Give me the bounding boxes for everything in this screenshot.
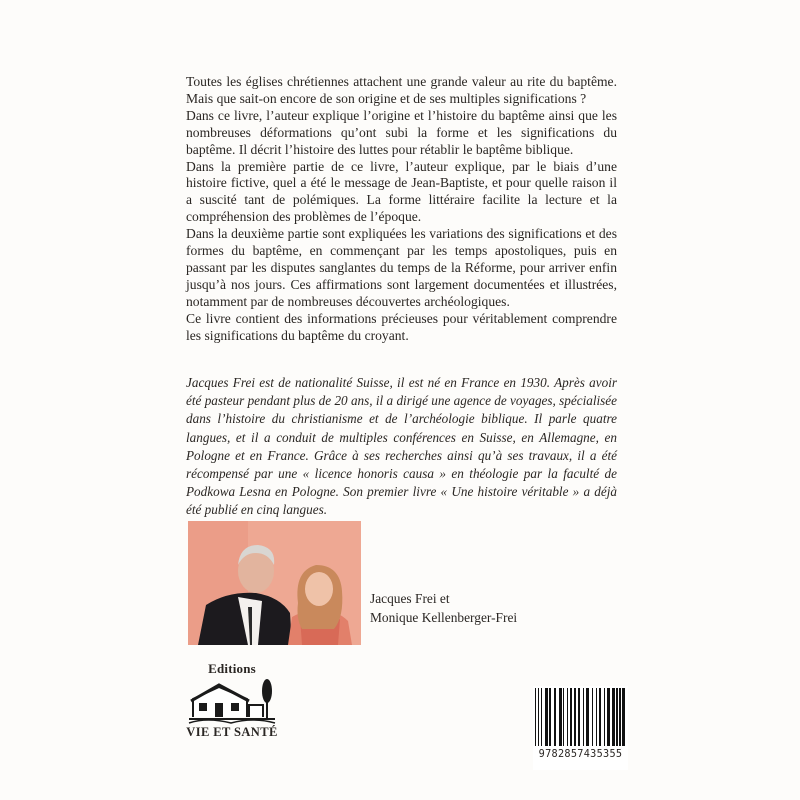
barcode-bar [570,688,572,746]
barcode-bar [619,688,621,746]
barcode-bar [622,688,625,746]
isbn-number: 9782857435355 [538,749,623,760]
description-paragraph: Toutes les églises chrétiennes attachent une grande valeur au rite du baptême. Mais que sait-on encore de son origine et de ses multiples significations ? [186,74,617,106]
barcode-bar [554,688,556,746]
barcode-bar [592,688,593,746]
description-paragraph: Dans la première partie de ce livre, l’auteur explique, par le biais d’une histoire fictive, quel a été le message de Jean-Baptiste, et pour quelle raison il a suscité tant de polémiques. La forme littéraire facilite la lecture et la compréhension des problèmes de l’époque. [186,158,617,225]
author-photo [188,521,361,645]
caption-line-2: Monique Kellenberger-Frei [370,609,518,625]
barcode-bar [612,688,615,746]
publisher-name-bottom: VIE ET SANTÉ [186,725,278,739]
barcode-bar [567,688,568,746]
barcode-bar [541,688,542,746]
barcode-bar [616,688,618,746]
house-icon [187,677,277,725]
description-paragraph: Ce livre contient des informations précieuses pour véritablement comprendre les significations du baptême du croyant. [186,310,617,343]
barcode-bar [538,688,539,746]
barcode-bar [535,688,536,746]
barcode-bar [578,688,580,746]
barcode-bar [604,688,605,746]
caption-line-1: Jacques Frei et [370,591,450,606]
description-paragraph: Dans la deuxième partie sont expliquées les variations des significations et des formes du baptême, en commençant par les temps apostoliques, puis en passant par les disputes sanglantes du temps de la Réforme, pour arriver enfin jusqu’à nos jours. Ces affirmations sont largement documentées et illustrées, notamment par de nombreuses découvertes archéologiques. [186,226,617,309]
barcode-bar [559,688,562,746]
barcode-bar [596,688,597,746]
barcode-bar [563,688,564,746]
author-bio: Jacques Frei est de nationalité Suisse, il est né en France en 1930. Après avoir été pasteur pendant plus de 20 ans, il a dirigé une agence de voyages, spécialisée dans l’histoire du christianisme et de l’archéologie biblique. Il parle quatre langues, et il a conduit de multiples conférences en Suisse, en Allemagne, en Pologne et en France. Grâce à ses recherches ainsi qu’à ses travaux, il a été récompensé par une « licence honoris causa » en théologie par la faculté de Podkowa Lesna en Pologne. Son premier livre « Une histoire véritable » a déjà été publié en cinq langues. [186,375,617,518]
author-photo-illustration [188,521,361,645]
barcode-icon [533,686,628,748]
photo-caption [370,590,517,627]
barcode-bar [549,688,551,746]
isbn-barcode [533,686,628,770]
barcode-bar [599,688,601,746]
barcode-bar [586,688,589,746]
publisher-name-top: Editions [208,661,256,676]
barcode-bar [607,688,610,746]
publisher-logo [186,662,278,742]
barcode-bar [545,688,548,746]
description-paragraph: Dans ce livre, l’auteur explique l’origine et l’histoire du baptême ainsi que les nombreuses déformations qu’ont subi la forme et les significations du baptême. Il décrit l’histoire des luttes pour rétablir le baptême biblique. [186,107,617,157]
barcode-bar [574,688,576,746]
book-description [186,74,617,345]
barcode-bar [583,688,584,746]
